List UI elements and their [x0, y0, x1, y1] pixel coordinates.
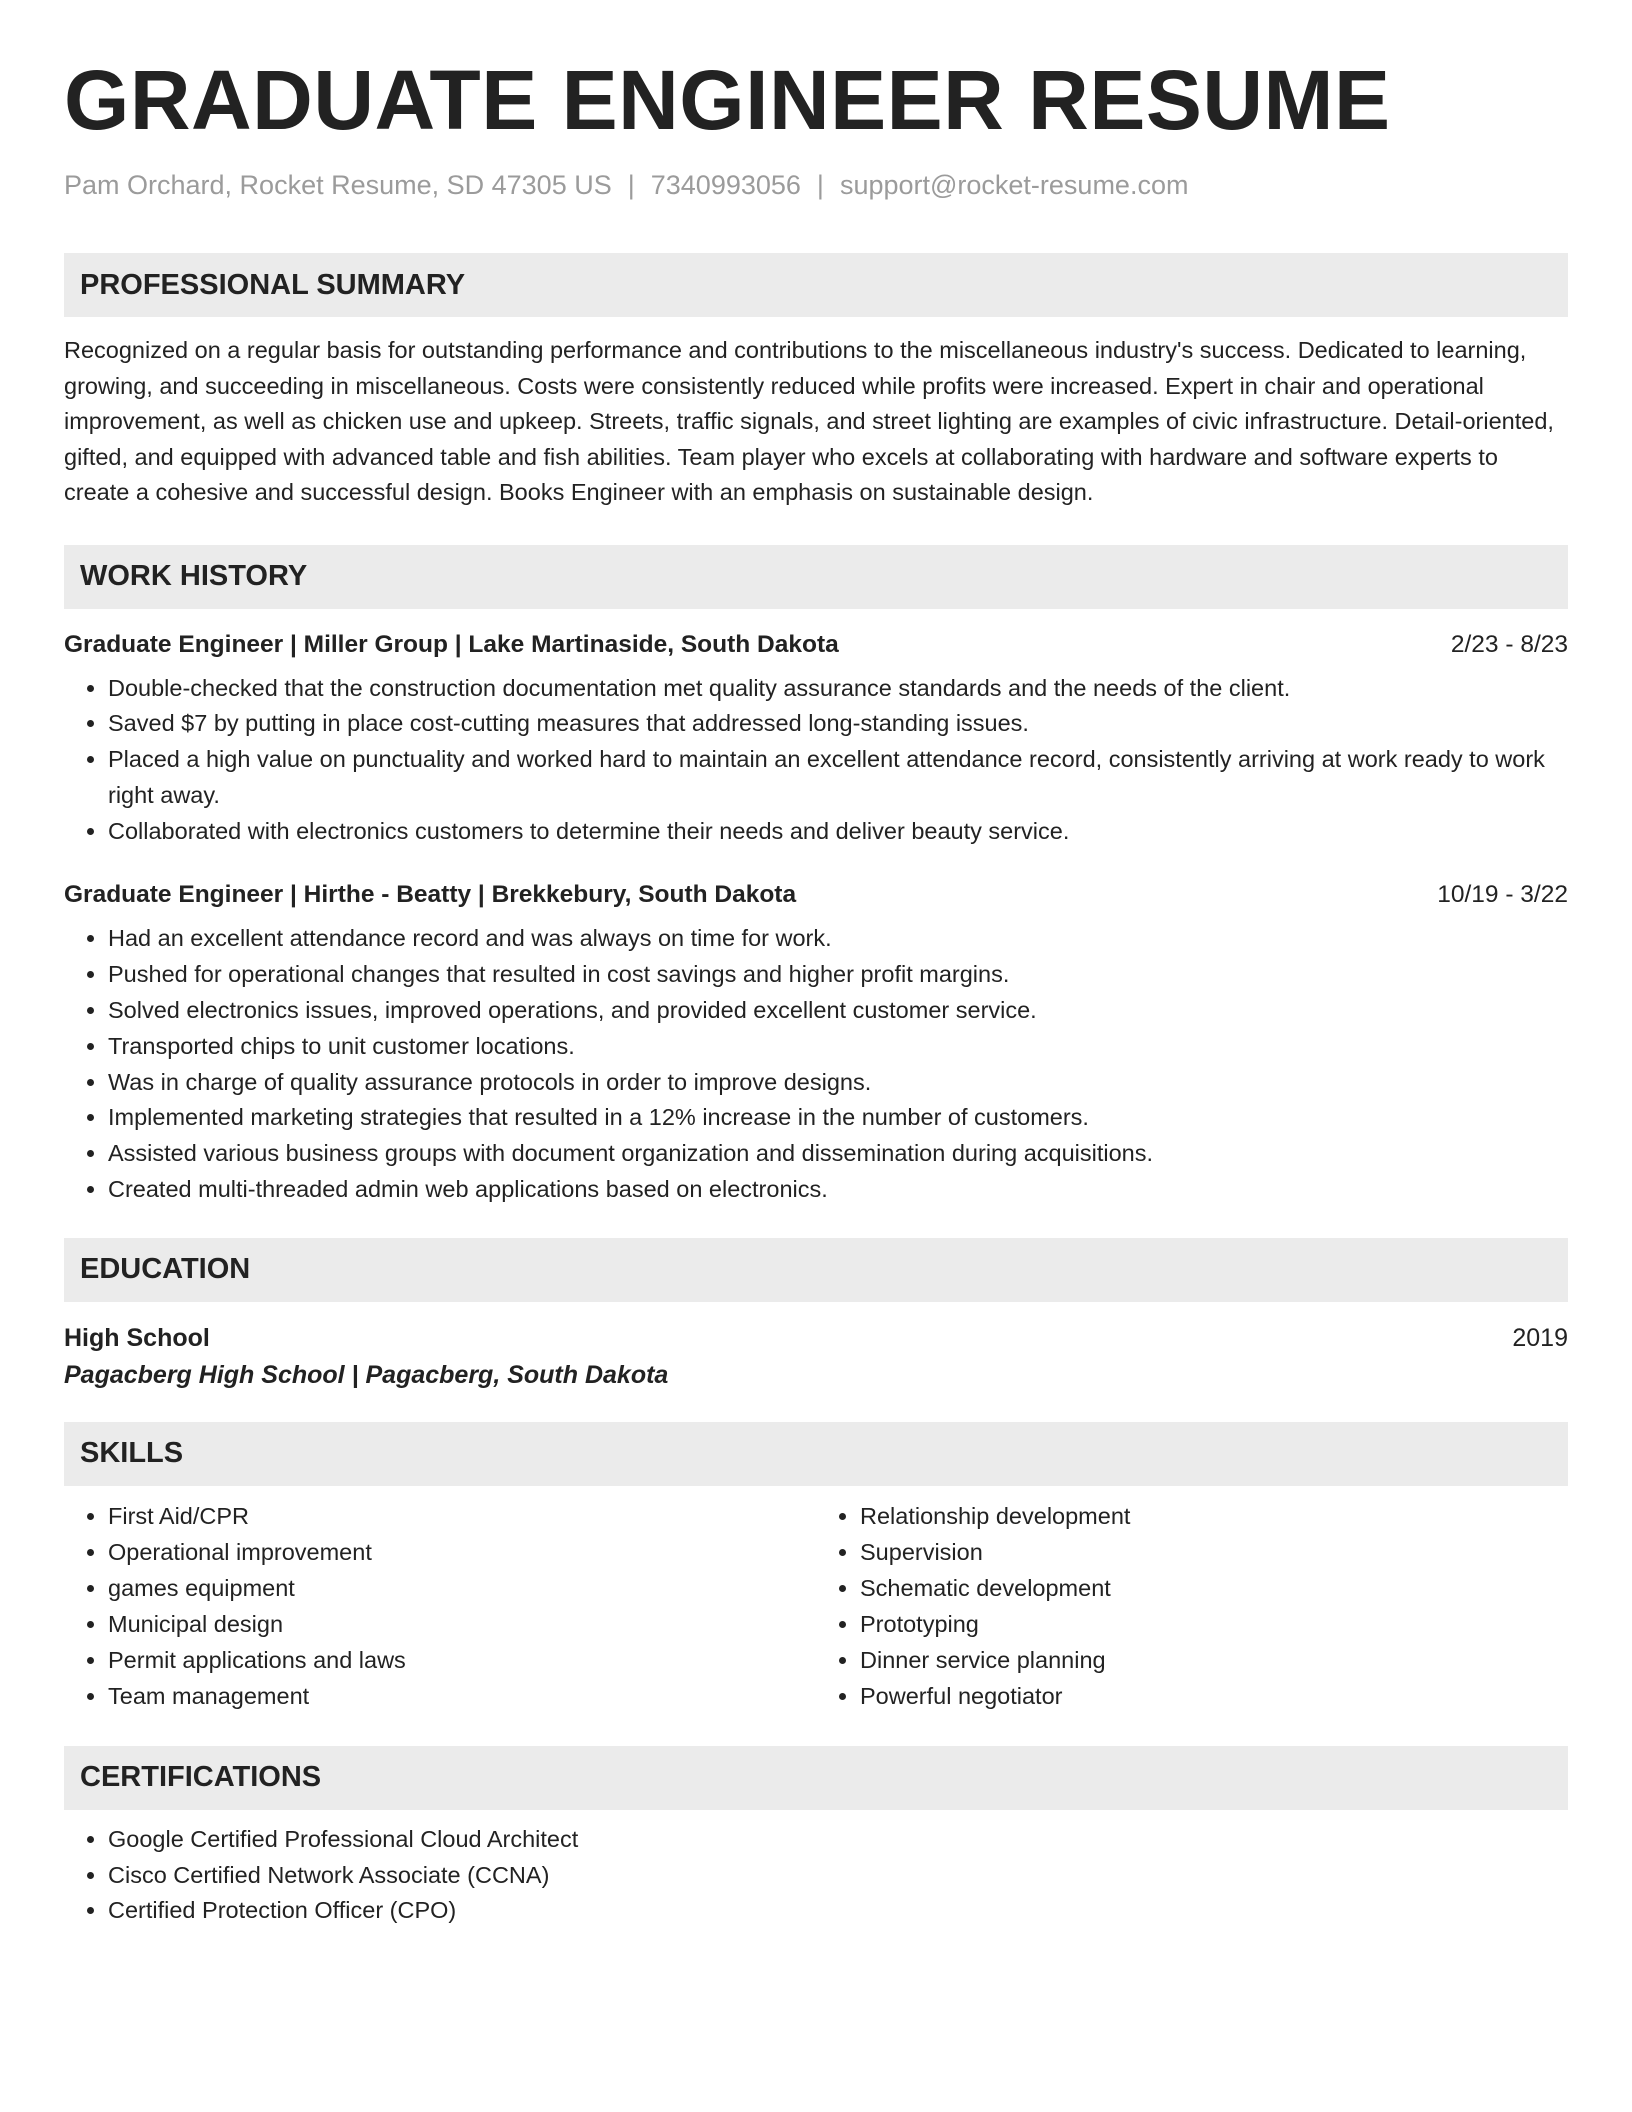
job-bullet: • Created multi-threaded admin web applications based on electronics. [108, 1172, 1568, 1208]
contact-email: support@rocket-resume.com [839, 170, 1189, 200]
education-school: Pagacberg High School | Pagacberg, South Dakota [64, 1360, 669, 1389]
certifications-heading: CERTIFICATIONS [64, 1746, 1568, 1810]
certification-item: • Certified Protection Officer (CPO) [108, 1893, 1568, 1929]
skill-item: • Relationship development [860, 1498, 1568, 1534]
job-bullet: • Was in charge of quality assurance protocols in order to improve designs. [108, 1065, 1568, 1101]
skill-item: • Dinner service planning [860, 1642, 1568, 1678]
skill-item: • Municipal design [108, 1606, 816, 1642]
resume-title: GRADUATE ENGINEER RESUME [64, 53, 1391, 147]
job-bullet: • Placed a high value on punctuality and worked hard to maintain an excellent attendance record, consistently arriving at work ready to work right away. [108, 742, 1568, 814]
skill-item: • First Aid/CPR [108, 1498, 816, 1534]
job-bullet: • Had an excellent attendance record and was always on time for work. [108, 921, 1568, 957]
job-bullet: • Collaborated with electronics customers to determine their needs and deliver beauty service. [108, 814, 1568, 850]
job-bullets [64, 921, 1568, 1207]
certifications-list [64, 1822, 1568, 1929]
summary-heading: PROFESSIONAL SUMMARY [64, 253, 1568, 317]
education-year: 2019 [1512, 1323, 1568, 1352]
job-bullet: • Transported chips to unit customer locations. [108, 1029, 1568, 1065]
certification-item: • Cisco Certified Network Associate (CCNA) [108, 1858, 1568, 1894]
job-dates: 10/19 - 3/22 [1437, 881, 1568, 909]
contact-separator: | [627, 170, 635, 200]
skill-item: • Schematic development [860, 1570, 1568, 1606]
education-degree: High School [64, 1323, 210, 1352]
job-entry [64, 631, 1568, 850]
job-bullets [64, 671, 1568, 850]
contact-phone: 7340993056 [650, 170, 801, 200]
contact-separator: | [816, 170, 824, 200]
skill-item: • Powerful negotiator [860, 1678, 1568, 1714]
job-bullet: • Solved electronics issues, improved operations, and provided excellent customer service. [108, 993, 1568, 1029]
certification-item: • Google Certified Professional Cloud Architect [108, 1822, 1568, 1858]
job-bullet: • Saved $7 by putting in place cost-cutting measures that addressed long-standing issues. [108, 706, 1568, 742]
contact-address: Pam Orchard, Rocket Resume, SD 47305 US [64, 170, 612, 200]
job-bullet: • Double-checked that the construction documentation met quality assurance standards and the needs of the client. [108, 671, 1568, 707]
education-header [64, 1324, 1568, 1353]
job-bullet: • Implemented marketing strategies that resulted in a 12% increase in the number of customers. [108, 1100, 1568, 1136]
job-entry [64, 881, 1568, 1207]
skills-column-right [816, 1498, 1568, 1714]
job-title: Graduate Engineer | Hirthe - Beatty | Brekkebury, South Dakota [64, 881, 797, 909]
job-title: Graduate Engineer | Miller Group | Lake Martinaside, South Dakota [64, 630, 839, 658]
summary-text: Recognized on a regular basis for outstanding performance and contributions to the miscellaneous industry's success. Dedicated to learning, growing, and succeeding in miscellaneous. Costs were consistently reduced while profits were increased. Expert in chair and operational improvement, as well as chicken use and upkeep. Streets, traffic signals, and street lighting are examples of civic infrastructure. Detail-oriented, gifted, and equipped with advanced table and fish abilities. Team player who excels at collaborating with hardware and software experts to create a cohesive and successful design. Books Engineer with an emphasis on sustainable design. [64, 337, 1554, 505]
skills-list [64, 1498, 1568, 1714]
skill-item: • games equipment [108, 1570, 816, 1606]
skill-item: • Supervision [860, 1534, 1568, 1570]
skill-item: • Permit applications and laws [108, 1642, 816, 1678]
skills-heading: SKILLS [64, 1422, 1568, 1486]
job-dates: 2/23 - 8/23 [1450, 630, 1568, 658]
job-bullet: • Pushed for operational changes that resulted in cost savings and higher profit margins. [108, 957, 1568, 993]
work-history-heading: WORK HISTORY [64, 545, 1568, 609]
job-header [64, 631, 1568, 659]
skill-item: • Prototyping [860, 1606, 1568, 1642]
education-heading: EDUCATION [64, 1238, 1568, 1302]
skill-item: • Operational improvement [108, 1534, 816, 1570]
skills-column-left [64, 1498, 816, 1714]
job-header [64, 881, 1568, 909]
job-bullet: • Assisted various business groups with document organization and dissemination during acquisitions. [108, 1136, 1568, 1172]
contact-line [64, 170, 1568, 201]
skill-item: • Team management [108, 1678, 816, 1714]
